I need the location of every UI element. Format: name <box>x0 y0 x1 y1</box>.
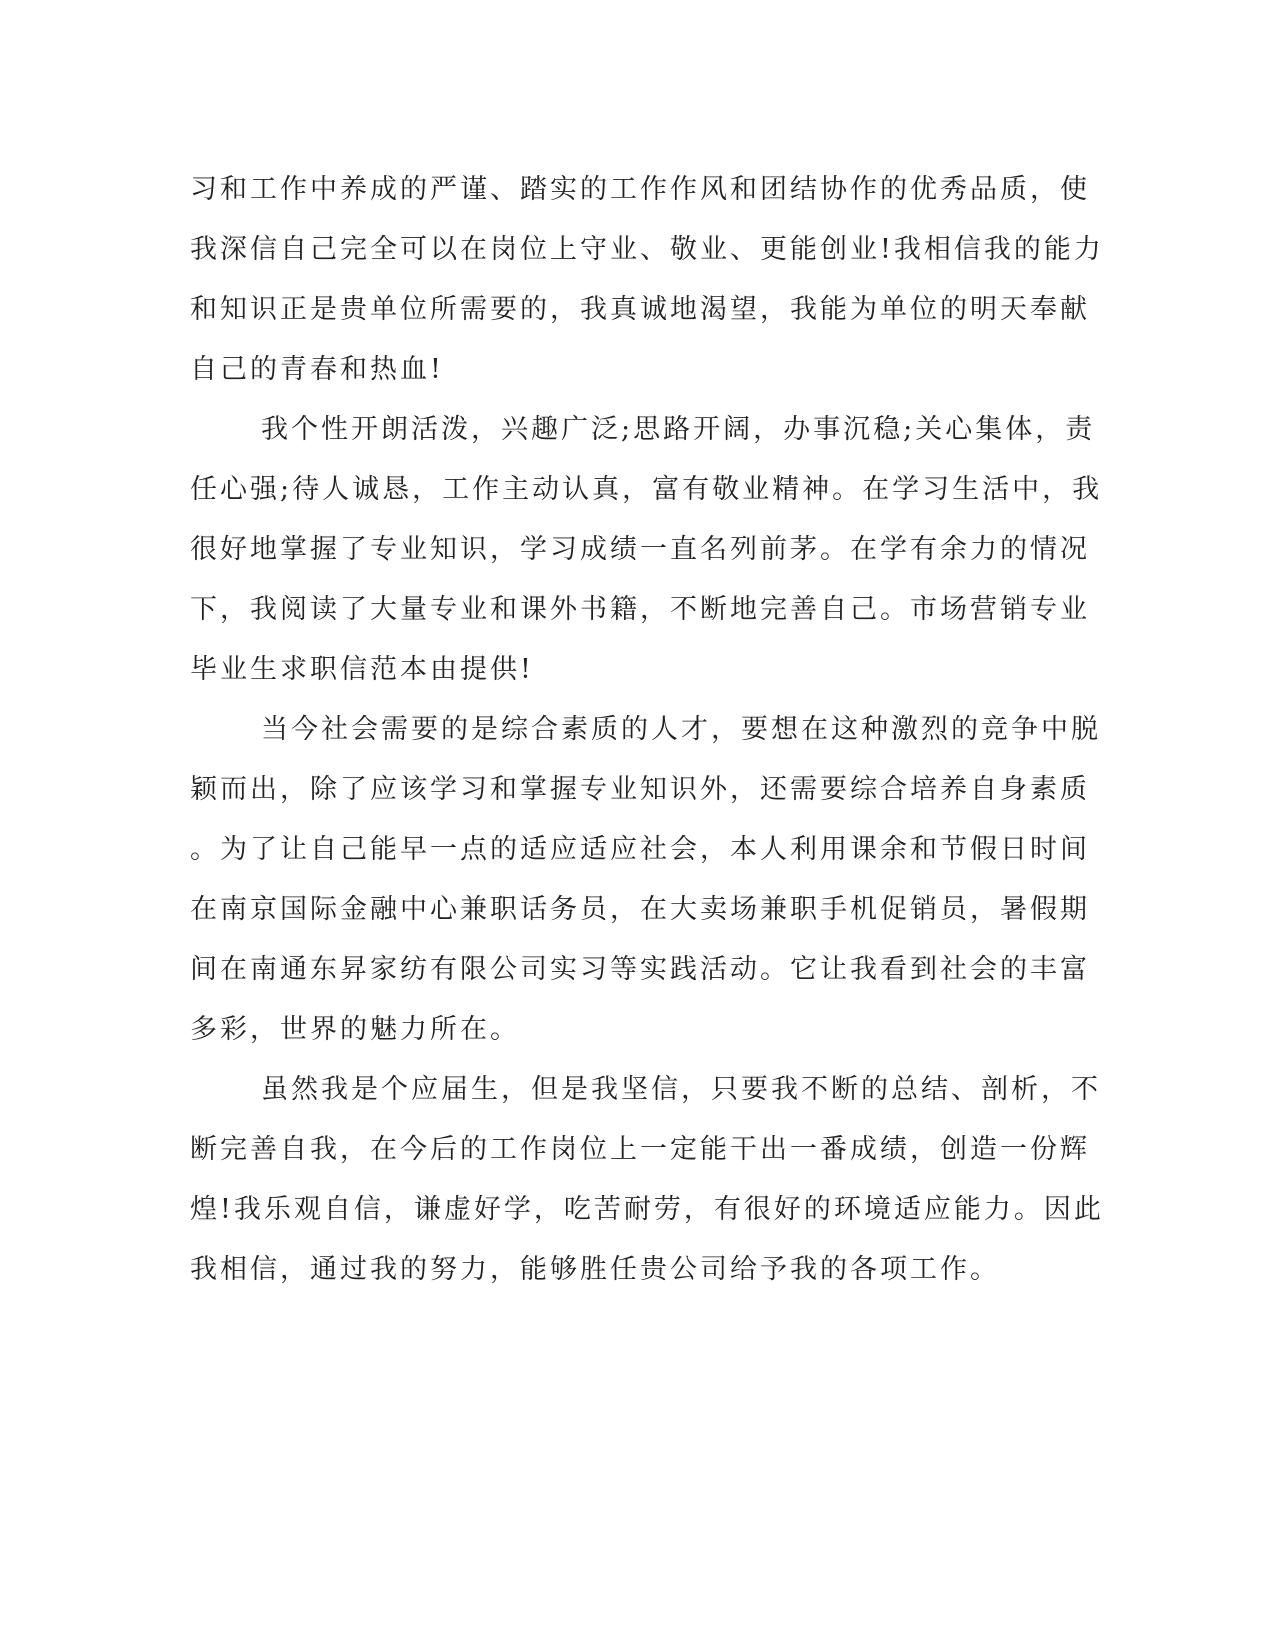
text-line: 自己的青春和热血! <box>190 354 444 385</box>
text-line: 毕业生求职信范本由提供! <box>190 654 534 685</box>
text-line: 我深信自己完全可以在岗位上守业、敬业、更能创业!我相信我的能力 <box>190 234 1104 265</box>
text-line: 我相信，通过我的努力，能够胜任贵公司给予我的各项工作。 <box>190 1254 1000 1285</box>
paragraph-4 <box>190 1060 1104 1300</box>
text-line-indented: 当今社会需要的是综合素质的人才，要想在这种激烈的竞争中脱 <box>261 714 1101 745</box>
text-line: 下，我阅读了大量专业和课外书籍，不断地完善自己。市场营销专业 <box>190 594 1090 625</box>
paragraph-3 <box>190 700 1101 1060</box>
text-line: 颖而出，除了应该学习和掌握专业知识外，还需要综合培养自身素质 <box>190 774 1090 805</box>
text-line: 煌!我乐观自信，谦虚好学，吃苦耐劳，有很好的环境适应能力。因此 <box>190 1194 1104 1225</box>
text-line: 断完善自我，在今后的工作岗位上一定能干出一番成绩，创造一份辉 <box>190 1134 1090 1165</box>
text-line: 很好地掌握了专业知识，学习成绩一直名列前茅。在学有余力的情况 <box>190 534 1090 565</box>
text-line: 间在南通东昇家纺有限公司实习等实践活动。它让我看到社会的丰富 <box>190 954 1090 985</box>
text-line: 在南京国际金融中心兼职话务员，在大卖场兼职手机促销员，暑假期 <box>190 894 1090 925</box>
document-body <box>190 160 1104 1300</box>
text-line: 任心强;待人诚恳，工作主动认真，富有敬业精神。在学习生活中，我 <box>190 474 1103 505</box>
text-line: 多彩，世界的魅力所在。 <box>190 1014 520 1045</box>
paragraph-1 <box>190 160 1104 400</box>
text-line: 。为了让自己能早一点的适应适应社会，本人利用课余和节假日时间 <box>190 834 1090 865</box>
paragraph-2 <box>190 400 1103 700</box>
text-line-indented: 我个性开朗活泼，兴趣广泛;思路开阔，办事沉稳;关心集体，责 <box>261 414 1096 445</box>
text-line: 习和工作中养成的严谨、踏实的工作作风和团结协作的优秀品质，使 <box>190 174 1090 205</box>
text-line-indented: 虽然我是个应届生，但是我坚信，只要我不断的总结、剖析，不 <box>261 1074 1101 1105</box>
text-line: 和知识正是贵单位所需要的，我真诚地渴望，我能为单位的明天奉献 <box>190 294 1090 325</box>
